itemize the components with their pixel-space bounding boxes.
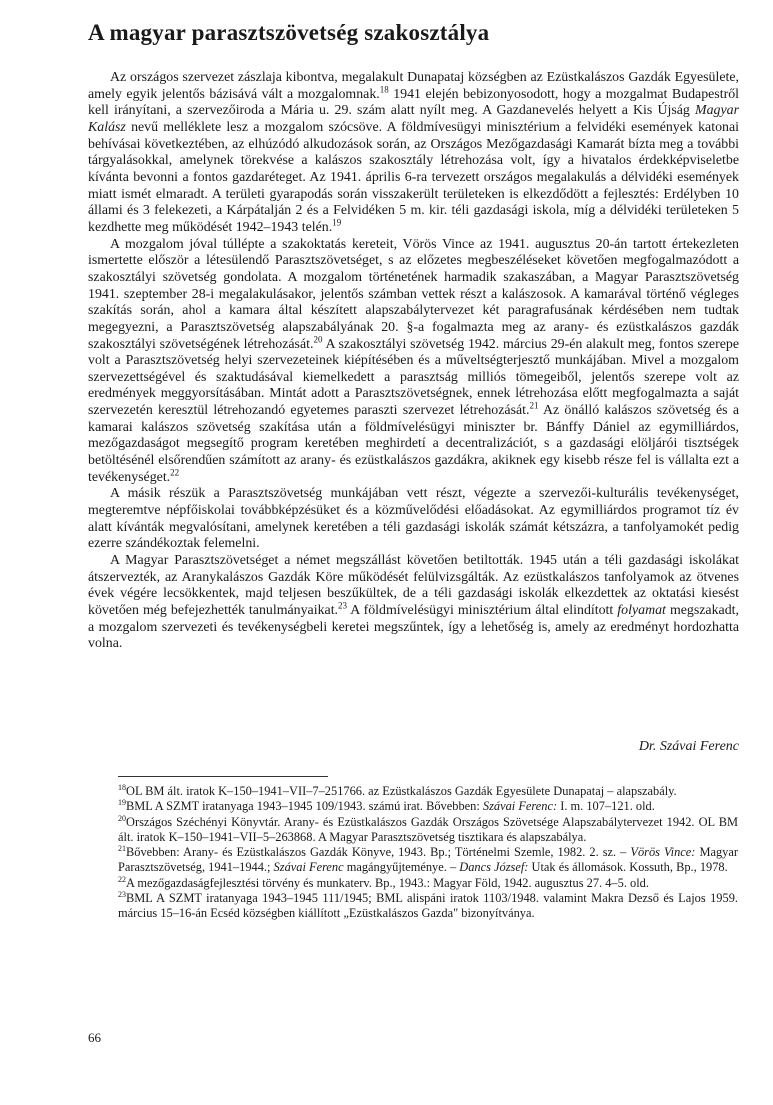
footnote-number: 23 [118, 889, 126, 899]
footnote-text: A mezőgazdaságfejlesztési törvény és munkaterv. Bp., 1943.: Magyar Föld, 1942. augusztus 27. 4–5. old. [126, 875, 649, 890]
paragraph-text: A földmívelésügyi minisztérium által elindított [347, 603, 618, 618]
footnote [118, 799, 738, 814]
paragraph-text: A mozgalom jóval túllépte a szakoktatás kereteit, Vörös Vince az 1941. augusztus 20-án tartott értekezleten ismertette először a létesülendő Parasztszövetséget, s az előzetes megbeszéléseket követően megfogalmazódott a szakosztályi szövetség gondolata. A mozgalom történetének harmadik szakaszában, a Magyar Parasztszövetség 1941. szeptember 28-i megalakulásakor, jelentős számban vettek részt a kalászosok. A kamarával történő végleges szakítás során, ahol a kamara által készített alapszabálytervezet két paragrafusának kérdésében nem tudtak megegyezni, a Parasztszövetség alapszabályának 20. §-a fogalmazta meg az arany- és ezüstkalászos gazdák szakosztályi szövetségének létrehozását. [88, 236, 739, 352]
author-name: Dancs József: [459, 860, 529, 875]
footnote-ref: 21 [529, 400, 539, 411]
article-body [88, 70, 739, 653]
author-name: Szávai Ferenc: [482, 799, 558, 814]
emphasis-word: folyamat [617, 603, 666, 618]
author-name: Vörös Vince: [630, 845, 696, 859]
footnote-ref: 19 [332, 217, 342, 228]
footnote-divider [118, 776, 328, 777]
footnote-ref: 22 [170, 467, 180, 478]
footnote [118, 891, 738, 922]
footnote-ref: 23 [338, 600, 348, 611]
footnote-text: BML A SZMT iratanyaga 1943–1945 109/1943. számú irat. Bővebben: [126, 799, 483, 814]
paragraph [88, 486, 739, 553]
footnote-text: Országos Széchényi Könyvtár. Arany- és Ezüstkalászos Gazdák Országos Szövetsége Alapszabálytervezet 1942. OL BM ált. iratok K–150–1941–VII–5–263868. A Magyar Parasztszövetség tisztikara és alapszabálya. [118, 814, 738, 844]
page-title: A magyar parasztszövetség szakosztálya [88, 20, 490, 45]
footnote [118, 845, 738, 876]
paragraph [88, 237, 739, 487]
footnote [118, 876, 738, 891]
paragraph-text: A másik részük a Parasztszövetség munkájában vett részt, végezte a szervezői-kulturális tevékenységet, megteremtve népfőiskolai továbbképzésüket és a közművelődési előadásokat. Az egymilliárdos programot tíz év alatt kívánták megvalósítani, amelynek keretében a téli gazdasági iskolák számát kétszázra, a tanfolyamokét pedig ezerre szándékoztak felemelni. [88, 486, 739, 552]
paragraph [88, 70, 739, 237]
page-number: 66 [88, 1030, 101, 1045]
paragraph-text: A szakosztályi szövetség 1942. március 29-én alakult meg, fontos szerepe volt a Parasztszövetség helyi szervezeteinek kiépítésében és a műveltségterjesztő munkájában. Mivel a mozgalom szervezettségével és szaktudásával kiemelkedett a parasztság milliós tömegeiből, jelentős szerepe volt az eredmények meggyorsításában. Mintát adott a Parasztszövetségnek, ennek létrehozása előtt megfogalmazta a saját szervezetén keresztül létrehozandó egyetemes paraszti szervezet létrehozását. [88, 336, 739, 419]
paragraph-text: Az országos szervezet zászlaja kibontva, megalakult Dunapataj községben az Ezüstkalászos Gazdák Egyesülete, amely egyik jelentős bázisává vált a mozgalomnak. [88, 70, 739, 102]
footnote-text: Magyar Parasztszövetség, 1941–1944.; [118, 845, 738, 875]
footnote [118, 815, 738, 846]
author-signature: Dr. Szávai Ferenc [638, 739, 739, 754]
footnote-ref: 20 [313, 333, 323, 344]
footnote-ref: 18 [379, 84, 389, 95]
footnote-text: Bővebben: Arany- és Ezüstkalászos Gazdák Könyve, 1943. Bp.; Történelmi Szemle, 1982. 2. sz. – [126, 845, 631, 859]
footnote-text: BML A SZMT iratanyaga 1943–1945 111/1945; BML alispáni iratok 1103/1948. valamint Makra Dezső és Lajos 1959. március 15–16-án Ecséd községben kiállított „Ezüstkalászos Gazda" bizonyítványa. [118, 890, 738, 920]
paragraph-text: nevű melléklete lesz a mozgalom szócsöve. A földmívesügyi minisztérium a felvidéki események katonai behívásai következtében, az elhúzódó alkudozások során, az Országos Mezőgazdasági Kamarát bízta meg a további tárgyalásokkal, amelynek törekvése a kalászos szakosztály létrehozása volt, így a hivatalos érdekképviseletbe kívánta bevonni a fontos gazdaréteget. Az 1941. április 6-ra tervezett országos megalakulás a délvidéki események miatt ismét elmaradt. A területi gyarapodás során visszakerült területeken is elkezdődött a fejlesztés: Erdélyben 10 állami és 3 felekezeti, a Kárpátalján 2 és a Felvidéken 5 m. kir. téli gazdasági iskola, míg a délvidéki területeken 5 kezdhette meg működését 1942–1943 telén. [88, 119, 739, 235]
paragraph-text: megszakadt, a mozgalom szervezeti és tevékenységbeli keretei megszűntek, így a lehetőség is, amely az eredményt hordozhatta volna. [88, 603, 739, 652]
footnote-number: 19 [118, 798, 126, 808]
paragraph [88, 553, 739, 653]
footnote [118, 784, 738, 799]
footnote-text: Utak és állomások. Kossuth, Bp., 1978. [528, 860, 728, 875]
footnote-text: OL BM ált. iratok K–150–1941–VII–7–251766. az Ezüstkalászos Gazdák Egyesülete Dunapataj – alapszabály. [126, 784, 677, 798]
footnote-number: 22 [118, 874, 126, 884]
footnote-text: I. m. 107–121. old. [557, 799, 655, 814]
footnotes [118, 784, 738, 921]
newspaper-title: Magyar Kalász [88, 103, 739, 135]
paragraph-text: A Magyar Parasztszövetséget a német megszállást követően betiltották. 1945 után a téli gazdasági iskolákat átszervezték, az Aranykalászos Gazdák Köre működését felülvizsgálták. Az ezüstkalászos tanfolyamok az ötvenes évek végére lecsökkentek, majd teljesen beszűkültek, de a téli gazdasági iskolák elkezdettek az oktatási kiesést követően még befejezhették tanulmányaikat. [88, 553, 739, 618]
footnote-number: 21 [118, 843, 126, 853]
paragraph-text: 1941 elején bebizonyosodott, hogy a mozgalmat Budapestről kell irányítani, a szervezőiroda a Mária u. 29. szám alatt nyílt meg. A Gazdanevelés helyett a Kis Újság [88, 86, 739, 119]
paragraph-text: Az önálló kalászos szövetség és a kamarai kalászos szövetség szakítása után a földmívelésügyi miniszter br. Bánffy Dániel az egymilliárdos, mezőgazdaságot megsegítő program keretében meghirdetí a decentralizációt, s a gazdasági elöljárói tisztségek betöltésénél elsőrendűen számított az arany- és ezüstkalászos gazdákra, akiknek egy kisebb része fel is vállalta ezt a tevékenységet. [88, 403, 739, 485]
footnote-number: 18 [118, 782, 126, 792]
author-name: Szávai Ferenc [273, 860, 344, 875]
footnote-text: magángyűjteménye. – [343, 860, 460, 875]
footnote-number: 20 [118, 813, 126, 823]
